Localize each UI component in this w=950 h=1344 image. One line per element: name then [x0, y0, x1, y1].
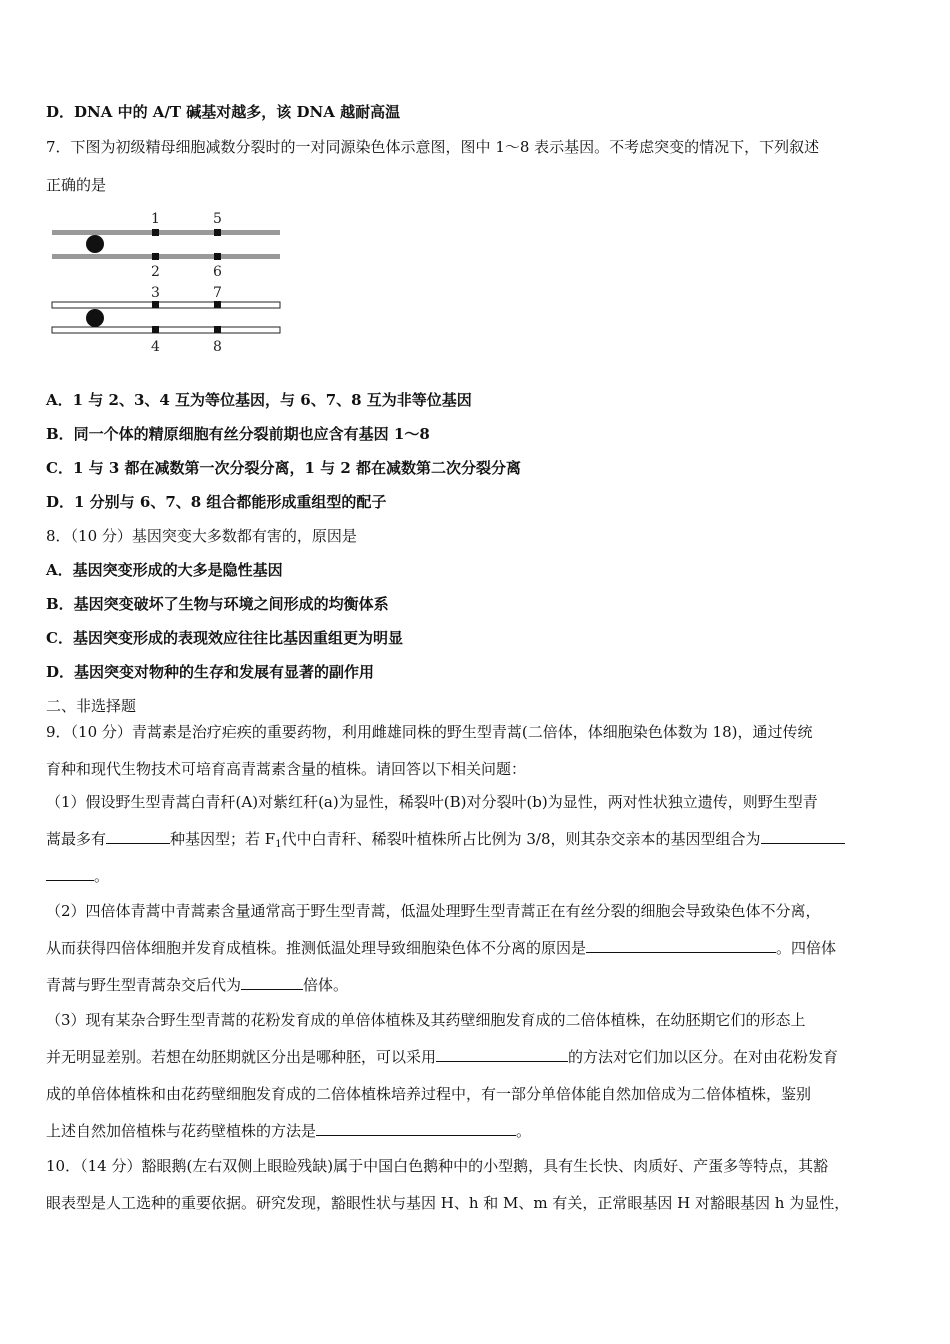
- q9-part3-line4: [46, 1121, 531, 1141]
- q8-option-a: A．基因突变形成的大多是隐性基因: [46, 561, 283, 579]
- gene-label-8: 8: [213, 339, 222, 355]
- q9-part3-text-b: 的方法对它们加以区分。在对由花粉发育: [568, 1048, 839, 1066]
- gene-locus-5: [214, 229, 221, 236]
- gene-label-5: 5: [213, 211, 222, 227]
- chromatid-1: [52, 230, 280, 235]
- answer-blank-ploidy[interactable]: [241, 975, 303, 990]
- q9-part2-text-c: 青蒿与野生型青蒿杂交后代为: [46, 976, 242, 994]
- gene-label-2: 2: [151, 264, 160, 280]
- gene-locus-1: [152, 229, 159, 236]
- q7-option-b: B．同一个体的精原细胞有丝分裂前期也应含有基因 1～8: [46, 425, 430, 443]
- q8-stem: 8．（10 分）基因突变大多数都有害的，原因是: [46, 527, 357, 545]
- gene-label-1: 1: [151, 211, 160, 227]
- answer-blank-parent-genotypes[interactable]: [761, 829, 845, 844]
- q7-stem-line1: 7．下图为初级精母细胞减数分裂时的一对同源染色体示意图，图中 1～8 表示基因。不考虑突变的情况下，下列叙述: [46, 138, 820, 156]
- chromatid-2: [52, 254, 280, 259]
- answer-blank-low-temp-reason[interactable]: [586, 938, 776, 953]
- centromere-2: [86, 309, 104, 327]
- q9-part1-text-a: 蒿最多有: [46, 830, 107, 848]
- q10-stem-line2: 眼表型是人工选种的重要依据。研究发现，豁眼性状与基因 H、h 和 M、m 有关，正常眼基因 H 对豁眼基因 h 为显性，: [46, 1194, 850, 1212]
- q7-option-c: C．1 与 3 都在减数第一次分裂分离，1 与 2 都在减数第二次分裂分离: [46, 459, 522, 477]
- q9-part1-line1: （1）假设野生型青蒿白青秆(A)对紫红秆(a)为显性，稀裂叶(B)对分裂叶(b)为显性，两对性状独立遗传，则野生型青: [46, 793, 818, 811]
- q9-part3-line2: [46, 1047, 838, 1067]
- q9-part1-text-b: 种基因型；若 F: [170, 830, 276, 848]
- section-heading: 二、非选择题: [46, 697, 137, 715]
- q6-option-d: D．DNA 中的 A/T 碱基对越多，该 DNA 越耐高温: [46, 103, 401, 121]
- q8-option-c: C．基因突变形成的表现效应往往比基因重组更为明显: [46, 629, 403, 647]
- q9-part1-text-c: 代中白青秆、稀裂叶植株所占比例为 3/8，则其杂交亲本的基因型组合为: [281, 830, 761, 848]
- q9-part3-period: 。: [516, 1122, 532, 1140]
- gene-label-7: 7: [213, 285, 222, 301]
- answer-blank-genotype-count[interactable]: [106, 829, 170, 844]
- f1-subscript: 1: [275, 839, 282, 850]
- gene-locus-8: [214, 326, 221, 333]
- q8-option-b: B．基因突变破坏了生物与环境之间形成的均衡体系: [46, 595, 389, 613]
- gene-label-6: 6: [213, 264, 222, 280]
- answer-blank-method[interactable]: [436, 1047, 568, 1062]
- gene-label-3: 3: [151, 285, 160, 301]
- q9-part3-line1: （3）现有某杂合野生型青蒿的花粉发育成的单倍体植株及其药壁细胞发育成的二倍体植株，在幼胚期它们的形态上: [46, 1011, 806, 1029]
- q9-part2-text-a: 从而获得四倍体细胞并发育成植株。推测低温处理导致细胞染色体不分离的原因是: [46, 939, 587, 957]
- q9-part3-text-a: 并无明显差别。若想在幼胚期就区分出是哪种胚，可以采用: [46, 1048, 437, 1066]
- gene-label-4: 4: [151, 339, 160, 355]
- gene-locus-3: [152, 301, 159, 308]
- answer-blank-identification-method[interactable]: [316, 1121, 516, 1136]
- q9-part2-line2: [46, 938, 836, 958]
- q9-part1-line2: [46, 829, 845, 855]
- q7-option-a: A．1 与 2、3、4 互为等位基因，与 6、7、8 互为非等位基因: [46, 391, 472, 409]
- chromatid-4: [52, 327, 280, 333]
- q7-stem-line2: 正确的是: [46, 176, 107, 194]
- gene-locus-7: [214, 301, 221, 308]
- q9-stem-line2: 育种和现代生物技术可培育高青蒿素含量的植株。请回答以下相关问题：: [46, 760, 527, 778]
- q9-part2-line1: （2）四倍体青蒿中青蒿素含量通常高于野生型青蒿，低温处理野生型青蒿正在有丝分裂的细胞会导致染色体不分离，: [46, 902, 821, 920]
- gene-locus-6: [214, 253, 221, 260]
- q9-part3-line3: 成的单倍体植株和由花药壁细胞发育成的二倍体植株培养过程中，有一部分单倍体能自然加倍成为二倍体植株，鉴别: [46, 1085, 812, 1103]
- q9-part1-period: 。: [94, 867, 110, 885]
- q10-stem-line1: 10．（14 分）豁眼鹅(左右双侧上眼睑残缺)属于中国白色鹅种中的小型鹅，具有生长快、肉质好、产蛋多等特点，其豁: [46, 1157, 829, 1175]
- q9-part3-text-c: 上述自然加倍植株与花药壁植株的方法是: [46, 1122, 317, 1140]
- q9-part2-line3: [46, 975, 348, 995]
- gene-locus-4: [152, 326, 159, 333]
- centromere-1: [86, 235, 104, 253]
- homologous-chromosome-diagram: [46, 206, 296, 356]
- q9-part2-text-d: 倍体。: [303, 976, 349, 994]
- q9-stem-line1: 9．（10 分）青蒿素是治疗疟疾的重要药物，利用雌雄同株的野生型青蒿(二倍体，体细胞染色体数为 18)，通过传统: [46, 723, 813, 741]
- q9-part1-line3: [46, 866, 109, 886]
- q8-option-d: D．基因突变对物种的生存和发展有显著的副作用: [46, 663, 375, 681]
- q7-option-d: D．1 分别与 6、7、8 组合都能形成重组型的配子: [46, 493, 387, 511]
- chromatid-3: [52, 302, 280, 308]
- gene-locus-2: [152, 253, 159, 260]
- q9-part2-text-b: 。四倍体: [776, 939, 837, 957]
- answer-blank-parent-genotypes-cont[interactable]: [46, 866, 94, 881]
